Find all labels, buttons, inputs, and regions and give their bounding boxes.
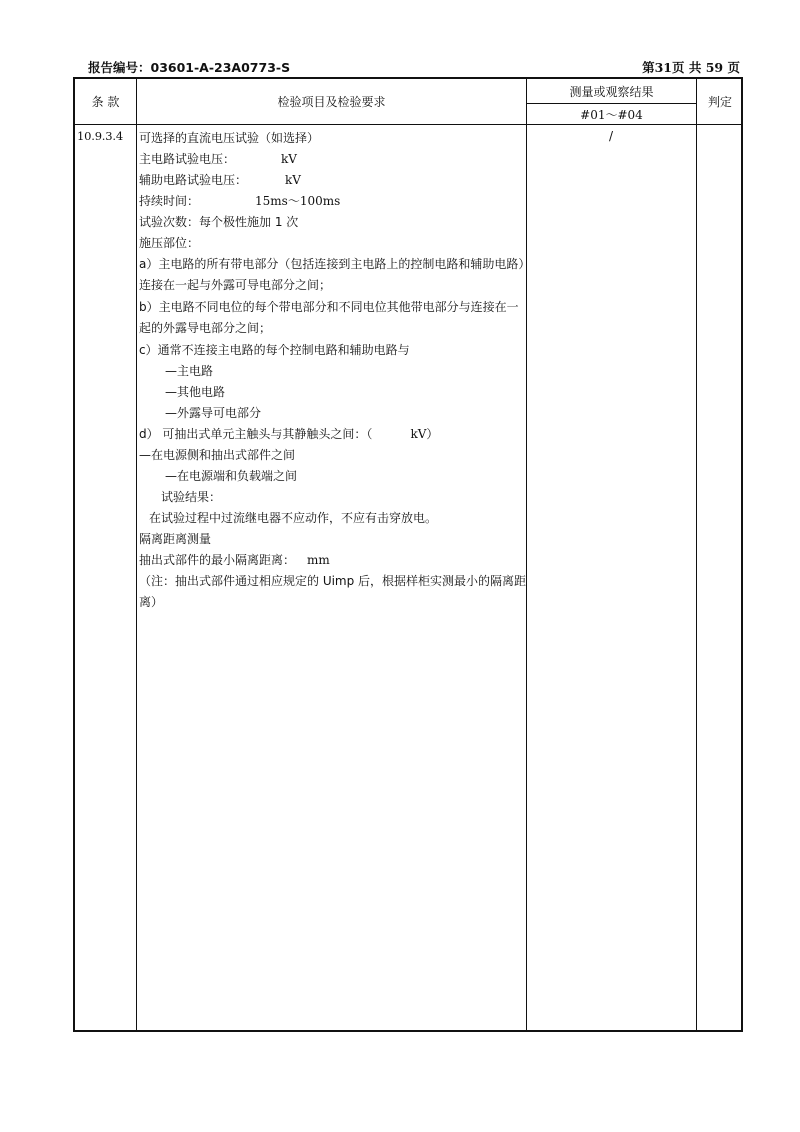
item-d [139,424,527,445]
test-times: 试验次数：每个极性施加 1 次 [139,215,299,229]
header-result-sub: #01～#04 [580,107,643,122]
apply-parts: 施压部位： [139,236,200,250]
aux-voltage-unit: kV [285,173,301,187]
header-judge: 判定 [707,95,732,109]
aux-voltage-label: 辅助电路试验电压： [139,173,248,187]
main-voltage-unit: kV [281,152,297,166]
min-distance-unit: mm [307,553,330,567]
header-items: 检验项目及检验要求 [277,95,386,109]
page-mid: 页 共 [672,60,706,75]
main-voltage-label: 主电路试验电压： [139,152,236,166]
test-title: 可选择的直流电压试验（如选择） [139,131,320,145]
inspection-content [139,128,527,614]
item-d-text: d） 可抽出式单元主触头与其静触头之间：（ [139,427,373,441]
item-b: b）主电路不同电位的每个带电部分和不同电位其他带电部分与连接在一起的外露导电部分之间； [139,300,519,335]
result-label: 试验结果： [161,490,222,504]
isolation-title: 隔离距离测量 [139,532,212,546]
report-number: 报告编号：03601-A-23A0773-S [88,60,291,75]
divider-result [696,79,697,1030]
duration-label: 持续时间： [139,194,200,208]
inspection-table [73,77,743,1032]
page-indicator [642,58,740,76]
item-c-exposed-parts: —外露导可电部分 [165,406,262,420]
header-result: 测量或观察结果 [569,84,654,99]
page-suffix: 页 [723,60,740,75]
result-text: 在试验过程中过流继电器不应动作，不应有击穿放电。 [149,511,438,525]
item-d-source-side: —在电源侧和抽出式部件之间 [139,448,296,462]
item-d-source-load: —在电源端和负载端之间 [165,469,298,483]
divider-header [75,124,741,125]
item-c-other-circuit: —其他电路 [165,385,226,399]
min-distance [139,550,527,571]
item-d-unit: kV） [410,427,439,441]
report-header [88,56,740,76]
result-value: / [608,129,614,143]
divider-clause [136,79,137,1030]
duration-value: 15ms～100ms [255,194,341,208]
note: （注：抽出式部件通过相应规定的 Uimp 后，根据样柜实测最小的隔离距离） [139,574,527,609]
aux-voltage [139,170,527,191]
item-a: a）主电路的所有带电部分（包括连接到主电路上的控制电路和辅助电路）连接在一起与外露可导电部分之间； [139,257,525,292]
page-total: 59 [705,60,724,75]
item-c: c）通常不连接主电路的每个控制电路和辅助电路与 [139,343,410,357]
item-c-main-circuit: —主电路 [165,364,214,378]
min-distance-label: 抽出式部件的最小隔离距离： [139,553,296,567]
page-prefix: 第 [642,60,655,75]
duration [139,191,527,212]
header-clause: 条 款 [91,95,120,109]
main-voltage [139,149,527,170]
page-current: 31 [654,60,673,75]
clause-number: 10.9.3.4 [77,129,123,143]
